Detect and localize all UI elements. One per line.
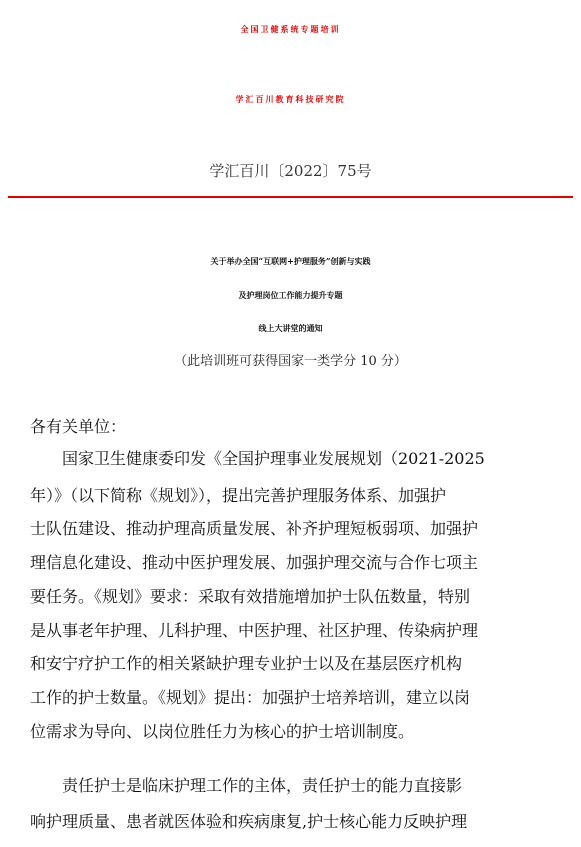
paragraph-1-line: 是从事老年护理、儿科护理、中医护理、社区护理、传染病护理 [30, 621, 479, 640]
paragraph-1-line: 位需求为导向、以岗位胜任力为核心的护士培训制度。 [30, 722, 415, 741]
paragraph-1-line: 国家卫生健康委印发《全国护理事业发展规划（2021-2025 [62, 449, 485, 468]
red-divider [8, 196, 573, 198]
title-line-3: 线上大讲堂的通知 [258, 323, 323, 333]
title-line-1: 关于举办全国“互联网+护理服务”创新与实践 [210, 256, 371, 266]
document-number: 学汇百川〔2022〕75号 [209, 162, 372, 180]
paragraph-1-line: 工作的护士数量。《规划》提出：加强护士培养培训，建立以岗 [30, 688, 471, 707]
paragraph-1-line: 士队伍建设、推动护理高质量发展、补齐护理短板弱项、加强护 [30, 519, 479, 538]
credit-note: （此培训班可获得国家一类学分 10 分） [174, 354, 407, 369]
paragraph-2-line: 响护理质量、患者就医体验和疾病康复,护士核心能力反映护理 [30, 812, 468, 831]
paragraph-2-line: 责任护士是临床护理工作的主体，责任护士的能力直接影 [62, 776, 463, 795]
paragraph-1-line: 理信息化建设、推动中医护理发展、加强护理交流与合作七项主 [30, 553, 479, 572]
paragraph-1-line: 要任务。《规划》要求：采取有效措施增加护士队伍数量，特别 [30, 587, 471, 606]
letterhead-line-2: 学汇百川教育科技研究院 [235, 95, 346, 104]
paragraph-1-line: 年）》（以下简称《规划》），提出完善护理服务体系、加强护 [30, 486, 447, 505]
paragraph-1-line: 和安宁疗护工作的相关紧缺护理专业护士以及在基层医疗机构 [30, 654, 463, 673]
salutation: 各有关单位： [30, 417, 127, 436]
letterhead-line-1: 全国卫健系统专题培训 [240, 25, 341, 34]
title-line-2: 及护理岗位工作能力提升专题 [238, 290, 343, 300]
